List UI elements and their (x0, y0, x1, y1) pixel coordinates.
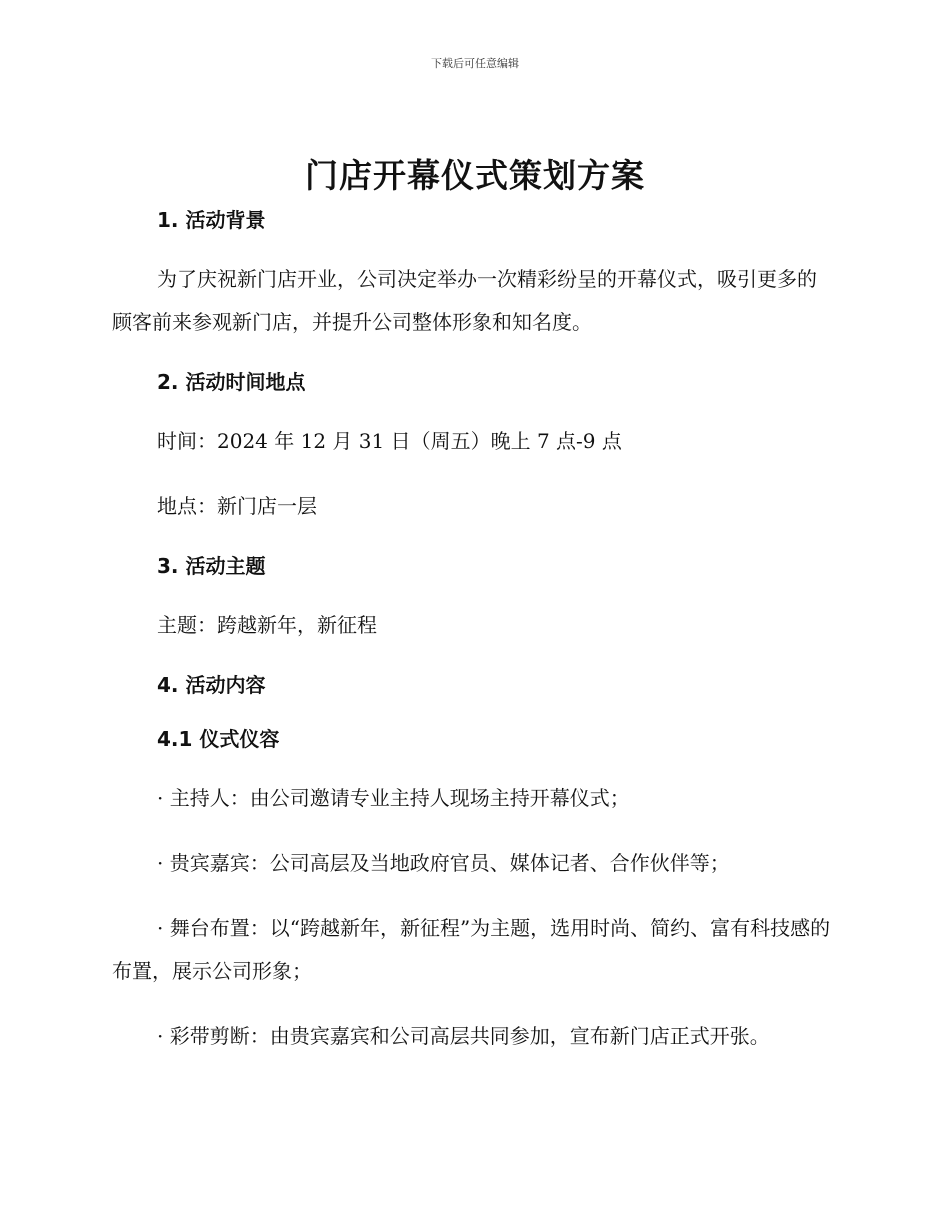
event-place: 地点：新门店一层 (157, 494, 317, 518)
section-heading-theme: 3. 活动主题 (157, 554, 266, 578)
event-time: 时间：2024 年 12 月 31 日（周五）晚上 7 点-9 点 (157, 429, 622, 453)
section-heading-time-place: 2. 活动时间地点 (157, 370, 306, 394)
header-note: 下载后可任意编辑 (431, 57, 519, 70)
list-item-guests: · 贵宾嘉宾：公司高层及当地政府官员、媒体记者、合作伙伴等； (157, 851, 730, 875)
subsection-heading-ceremony: 4.1 仪式仪容 (157, 727, 280, 751)
document-body (112, 204, 836, 1058)
list-item-stage: · 舞台布置：以“跨越新年，新征程”为主题，选用时尚、简约、富有科技感的布置，展示公司形象； (112, 916, 831, 983)
event-theme: 主题：跨越新年，新征程 (157, 613, 377, 637)
list-item-ribbon: · 彩带剪断：由贵宾嘉宾和公司高层共同参加，宣布新门店正式开张。 (157, 1024, 770, 1048)
background-paragraph: 为了庆祝新门店开业，公司决定举办一次精彩纷呈的开幕仪式，吸引更多的顾客前来参观新门店，并提升公司整体形象和知名度。 (112, 267, 817, 334)
section-heading-background: 1. 活动背景 (157, 208, 266, 232)
list-item-host: · 主持人：由公司邀请专业主持人现场主持开幕仪式； (157, 786, 630, 810)
section-heading-content: 4. 活动内容 (157, 673, 266, 697)
document-title: 门店开幕仪式策划方案 (305, 156, 645, 195)
